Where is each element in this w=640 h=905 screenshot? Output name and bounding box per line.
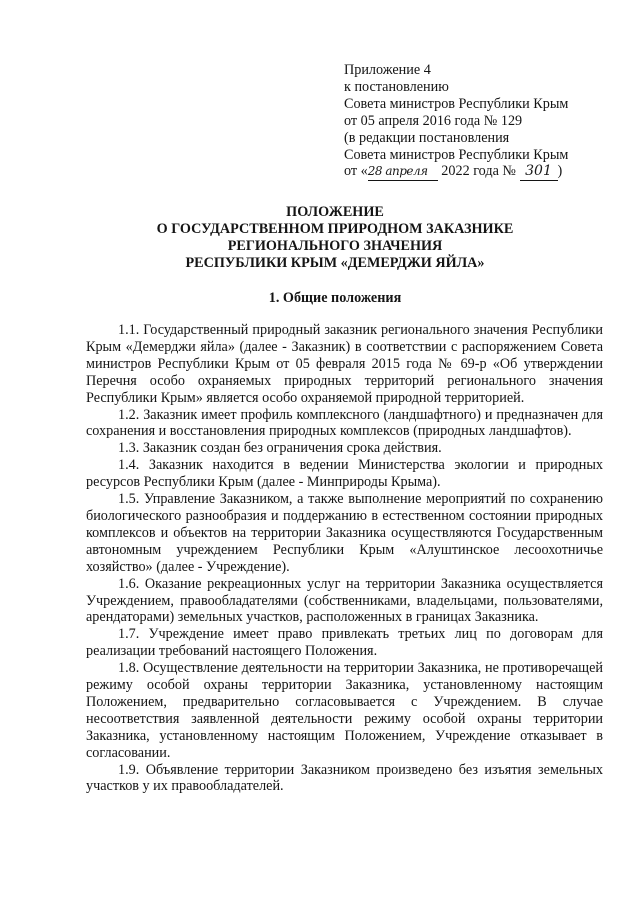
annex-line: к постановлению: [344, 78, 449, 95]
section-heading: 1. Общие положения: [268, 290, 402, 306]
paragraph-1-5: 1.5. Управление Заказником, а также выполнение мероприятий по сохранению биологического разнообразия и поддержанию в естественном состоянии природных комплексов и объектов на территории Заказника осуществляются Государственным автономным учреждением Республики Крым «Алуштинское лесоохотничье хозяйство» (далее - Учреждение).: [86, 491, 603, 575]
title-line: РЕСПУБЛИКИ КРЫМ «ДЕМЕРДЖИ ЯЙЛА»: [185, 254, 485, 271]
handwritten-date: 28 апреля: [368, 163, 438, 181]
annex-header: [344, 62, 604, 181]
annex-date-prefix: от «: [344, 163, 368, 180]
title-line: РЕГИОНАЛЬНОГО ЗНАЧЕНИЯ: [227, 237, 443, 254]
document-title: [70, 204, 600, 272]
document-body: [86, 322, 603, 795]
paragraph-1-1: 1.1. Государственный природный заказник регионального значения Республики Крым «Демерджи яйла» (далее - Заказник) в соответствии с распоряжением Совета министров Республики Крым от 05 февраля 2015 года № 69-р «Об утверждении Перечня особо охраняемых природных территорий регионального значения Республики Крым» является особо охраняемой природной территорией.: [86, 322, 603, 406]
annex-line: Совета министров Республики Крым: [344, 146, 569, 163]
annex-line: (в редакции постановления: [344, 129, 510, 146]
annex-line: Приложение 4: [344, 62, 431, 78]
annex-line: Совета министров Республики Крым: [344, 95, 569, 112]
title-line: О ГОСУДАРСТВЕННОМ ПРИРОДНОМ ЗАКАЗНИКЕ: [156, 220, 514, 237]
paragraph-1-6: 1.6. Оказание рекреационных услуг на территории Заказника осуществляется Учреждением, правообладателями (собственниками, владельцами, пользователями, арендаторами) земельных участков, расположенных в границах Заказника.: [86, 575, 603, 626]
paragraph-1-3: 1.3. Заказник создан без ограничения срока действия.: [118, 440, 442, 457]
annex-date-middle: 2022 года №: [437, 163, 520, 180]
handwritten-number: 301: [520, 163, 558, 181]
annex-date-line: [344, 163, 604, 181]
paragraph-1-9: 1.9. Объявление территории Заказником произведено без изъятия земельных участков у их правообладателей.: [86, 761, 603, 795]
paragraph-1-4: 1.4. Заказник находится в ведении Министерства экологии и природных ресурсов Республики Крым (далее - Минприроды Крыма).: [86, 457, 603, 491]
paragraph-1-7: 1.7. Учреждение имеет право привлекать третьих лиц по договорам для реализации требований настоящего Положения.: [86, 626, 603, 660]
paragraph-1-2: 1.2. Заказник имеет профиль комплексного (ландшафтного) и предназначен для сохранения и восстановления природных комплексов (природных ландшафтов).: [86, 406, 603, 440]
paragraph-1-8: 1.8. Осуществление деятельности на территории Заказника, не противоречащей режиму особой охраны территории Заказника, установленному настоящим Положением, предварительно согласовывается с Учреждением. В случае несоответствия заявленной деятельности режиму особой охраны территории Заказника, установленному настоящим Положением, Учреждение отказывает в согласовании.: [86, 660, 603, 761]
annex-date-suffix: ): [557, 163, 563, 180]
annex-line: от 05 апреля 2016 года № 129: [344, 112, 523, 129]
title-line: ПОЛОЖЕНИЕ: [286, 204, 384, 220]
